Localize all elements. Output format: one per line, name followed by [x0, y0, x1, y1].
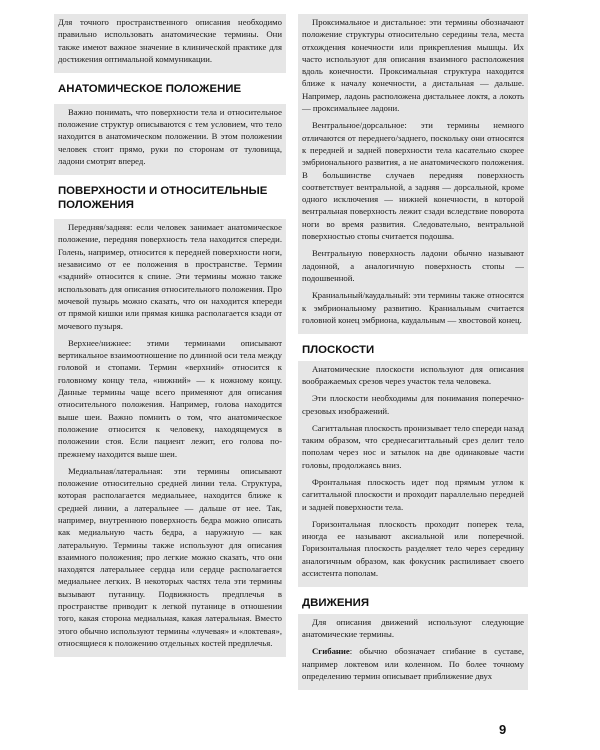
- flexion-paragraph: [302, 645, 524, 682]
- cranial-caudal-paragraph: Краниальный/каудальный: эти термины также относятся к эмбриональному развитию. Краниальным считается головной конец эмбриона, каудальным — хвостовой конец.: [302, 290, 524, 325]
- anatomical-position-paragraph: Важно понимать, что поверхности тела и относительное положение структур описываются с тем условием, что тело находится в анатомическом положении. В этом положении человек стоит прямо, руки по сторонам от туловища, ладони смотрят вперед.: [58, 106, 282, 166]
- anatomical-position-box: [54, 104, 286, 175]
- heading-planes: ПЛОСКОСТИ: [302, 344, 375, 357]
- horizontal-paragraph: Горизонтальная плоскость проходит поперек тела, иногда ее называют аксиальной или поперечной. Горизонтальная плоскость разделяет тело через середину аналогичным образом, как фокусник распиливает своего ассистента пополам.: [302, 518, 524, 579]
- front-back-paragraph: Передняя/задняя: если человек занимает анатомическое положение, передняя поверхность тела находится спереди. Голень, например, относится к передней поверхности ноги, независимо от ее положения в пространстве. Термин «задний» относится к спине. Эти термины можно также использовать для описания относительного положения. Про мочевой пузырь можно сказать, что он находится кпереди от прямой кишки или прямая кишка располагается кзади от мочевого пузыря.: [58, 222, 282, 331]
- planes-paragraph-2: Эти плоскости необходимы для понимания поперечно-срезовых изображений.: [302, 393, 524, 416]
- movements-box: [298, 614, 528, 690]
- palm-paragraph: Вентральную поверхность ладони обычно называют ладонной, а аналогичную поверхность стопы — подошвенной.: [302, 248, 524, 283]
- page-number: 9: [499, 722, 507, 737]
- sagittal-paragraph: Сагиттальная плоскость пронизывает тело спереди назад таким образом, что среднесагиттальный срез делит тело пополам через нос и затылок на две одинаковые части головы, продолжаясь вниз.: [302, 422, 524, 470]
- ventral-dorsal-paragraph: Вентральное/дорсальное: эти термины немного отличаются от переднего/заднего, поскольку они относятся к передней и задней поверхности тела касательно скорее эмбрионального развития, а не анатомического положения. В большинстве случаев передняя поверхность соответствует вентральной, а задняя — дорсальной, кроме одного исключения — нижней конечности, в которой вентральная поверхность лежит сзади вследствие поворота ноги во время развития. Следовательно, вентральной поверхностью стопы считается подошва.: [302, 120, 524, 242]
- surfaces-box: [54, 219, 286, 657]
- heading-movements: ДВИЖЕНИЯ: [302, 597, 370, 610]
- intro-paragraph: Для точного пространственного описания необходимо правильно использовать анатомические термины. Они также имеют важное значение в клинической практике для достижения оптимальной коммуникации.: [58, 17, 282, 64]
- right-column: [302, 14, 524, 690]
- heading-anatomical-position: АНАТОМИЧЕСКОЕ ПОЛОЖЕНИЕ: [58, 83, 242, 96]
- planes-paragraph-1: Анатомические плоскости используют для описания воображаемых срезов через участок тела человека.: [302, 363, 524, 386]
- medial-lateral-paragraph: Медиальная/латеральная: эти термины описывают положение относительно средней линии тела. Структура, которая располагается медиальнее, находится ближе к средней линии, а латеральнее — дальше от нее. Так, например, внутреннюю поверхность бедра можно описать как медиальную часть бедра, а наружную — как латеральную. Термины также используют для описания взаимного положения; про легкие можно сказать, что они находятся латеральнее сердца или сердце располагается медиальнее легких. В некоторых частях тела эти термины вызывают путаницу. Подвижность предплечья в пространстве приводит к легкой путанице в отношении того, какая сторона медиальная, какая латеральная. Вместо этого обычно используют термины «лучевая» и «локтевая», относящиеся к положению отдельных костей предплечья.: [58, 465, 282, 648]
- relative-terms-box: [298, 14, 528, 334]
- heading-surfaces-positions: ПОВЕРХНОСТИ И ОТНОСИТЕЛЬНЫЕ ПОЛОЖЕНИЯ: [58, 185, 268, 211]
- upper-lower-paragraph: Верхнее/нижнее: этими терминами описывают вертикальное взаимоотношение по длинной оси тела между головой и стопами. Термин «верхний» относится к головному концу тела, «нижний» — к ножному концу. Данные термины чаще всего применяют для описания относительного положения. Например, голова находится выше шеи. Важно помнить о том, что анатомическое положение относится к человеку, находящемуся в положении стоя. Если пациент лежит, его голова по-прежнему находится выше шеи.: [58, 337, 282, 459]
- flexion-term: Сгибание: [312, 646, 350, 657]
- frontal-paragraph: Фронтальная плоскость идет под прямым углом к сагиттальной плоскости и проходит параллельно передней и задней поверхности тела.: [302, 477, 524, 512]
- left-column: [58, 14, 282, 657]
- intro-box: [54, 14, 286, 73]
- proximal-distal-paragraph: Проксимальное и дистальное: эти термины обозначают положение структуры относительно середины тела, места отхождения конечности или прикрепления мышцы. Их часто используют для описания взаимного расположения вдоль конечности. Проксимальная структура находится ближе к началу конечности, а дистальная — дальше. Например, ладонь расположена дистальнее локтя, а локоть — проксимальнее ладони.: [302, 17, 524, 114]
- movements-paragraph: Для описания движений используют следующие анатомические термины.: [302, 616, 524, 640]
- planes-box: [298, 361, 528, 588]
- flexion-text: : обычно обозначает сгибание в суставе, например локтевом или коленном. По более точному определению термин описывает приближение двух: [302, 646, 524, 682]
